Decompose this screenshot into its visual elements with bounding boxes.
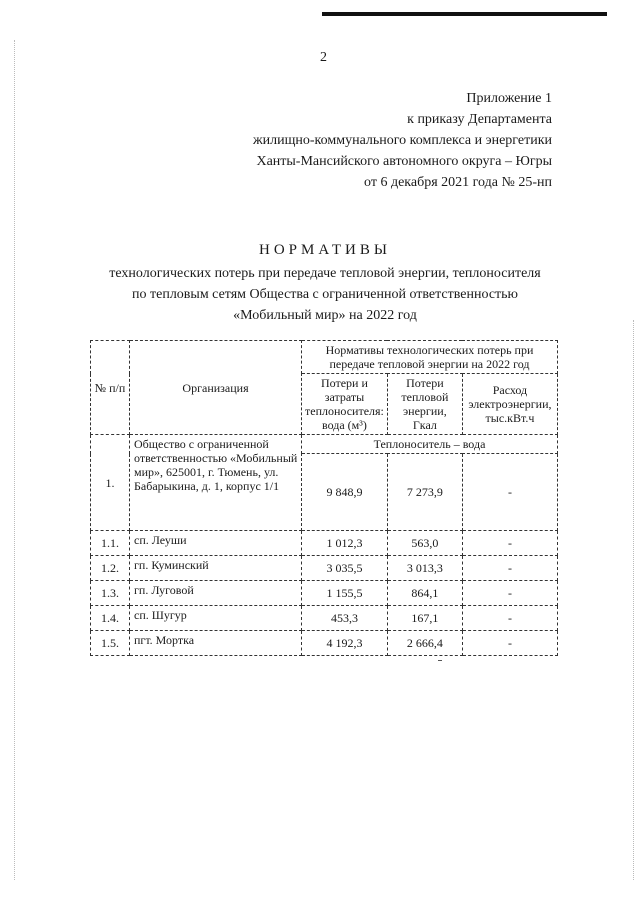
cell-a: 4 192,3 bbox=[302, 631, 388, 656]
appendix-block bbox=[253, 88, 552, 193]
cell-num: 1.3. bbox=[91, 581, 130, 606]
header-group: Нормативы технологических потерь при передаче тепловой энергии на 2022 год bbox=[302, 341, 558, 374]
cell-c: - bbox=[462, 531, 557, 556]
table-row bbox=[91, 631, 558, 656]
title-line: технологических потерь при передаче тепловой энергии, теплоносителя bbox=[109, 266, 541, 281]
table-row bbox=[91, 606, 558, 631]
cell-c: - bbox=[462, 631, 557, 656]
document-title bbox=[90, 240, 560, 326]
cell-b: 864,1 bbox=[387, 581, 462, 606]
title-line: по тепловым сетям Общества с ограниченной ответственностью bbox=[132, 287, 518, 302]
cell-b: 167,1 bbox=[387, 606, 462, 631]
table-row bbox=[91, 531, 558, 556]
cell-org: гп. Луговой bbox=[130, 581, 302, 606]
header-org: Организация bbox=[130, 341, 302, 435]
header-num: № п/п bbox=[91, 341, 130, 435]
cell-num: 1.2. bbox=[91, 556, 130, 581]
cell-a: 3 035,5 bbox=[302, 556, 388, 581]
cell-b: 7 273,9 bbox=[387, 454, 462, 531]
header-col-a: Потери и затраты теплоносителя: вода (м³) bbox=[302, 374, 388, 435]
table-row bbox=[91, 435, 558, 454]
cell-b: 3 013,3 bbox=[387, 556, 462, 581]
page-number: 2 bbox=[320, 50, 327, 65]
appendix-line: от 6 декабря 2021 года № 25-нп bbox=[364, 175, 552, 190]
title-line: «Мобильный мир» на 2022 год bbox=[233, 308, 417, 323]
cell-c: - bbox=[462, 556, 557, 581]
cell-c: - bbox=[462, 454, 557, 531]
table-row bbox=[91, 556, 558, 581]
appendix-line: к приказу Департамента bbox=[407, 112, 552, 127]
subheader-cell: Теплоноситель – вода bbox=[302, 435, 558, 454]
cell-org: Общество с ограниченной ответственностью «Мобильный мир», 625001, г. Тюмень, ул. Бабарыкина, д. 1, корпус 1/1 bbox=[130, 435, 302, 531]
cell-num: 1.1. bbox=[91, 531, 130, 556]
top-rule bbox=[322, 12, 607, 16]
appendix-line: Приложение 1 bbox=[466, 91, 552, 106]
cell-org: гп. Куминский bbox=[130, 556, 302, 581]
cell-c: - bbox=[462, 606, 557, 631]
cell-a: 1 012,3 bbox=[302, 531, 388, 556]
cell-a: 9 848,9 bbox=[302, 454, 388, 531]
cell-num: 1. bbox=[91, 435, 130, 531]
cell-b: 2 666,4 bbox=[387, 631, 462, 656]
table-header-row bbox=[91, 341, 558, 374]
cell-b: 563,0 bbox=[387, 531, 462, 556]
table-row bbox=[91, 581, 558, 606]
appendix-line: Ханты-Мансийского автономного округа – Югры bbox=[256, 154, 552, 169]
norms-table bbox=[90, 340, 558, 656]
cell-a: 453,3 bbox=[302, 606, 388, 631]
header-col-c: Расход электроэнергии, тыс.кВт.ч bbox=[462, 374, 557, 435]
cell-num: 1.5. bbox=[91, 631, 130, 656]
cell-num: 1.4. bbox=[91, 606, 130, 631]
cell-a: 1 155,5 bbox=[302, 581, 388, 606]
cell-org: сп. Шугур bbox=[130, 606, 302, 631]
appendix-line: жилищно-коммунального комплекса и энергетики bbox=[252, 133, 552, 148]
left-margin-line bbox=[14, 40, 15, 880]
title-main: НОРМАТИВЫ bbox=[259, 242, 391, 258]
right-margin-line bbox=[633, 320, 634, 880]
header-col-b: Потери тепловой энергии, Гкал bbox=[387, 374, 462, 435]
cell-org: сп. Леуши bbox=[130, 531, 302, 556]
cell-c: - bbox=[462, 581, 557, 606]
scan-mark bbox=[438, 660, 442, 661]
cell-org: пгт. Мортка bbox=[130, 631, 302, 656]
